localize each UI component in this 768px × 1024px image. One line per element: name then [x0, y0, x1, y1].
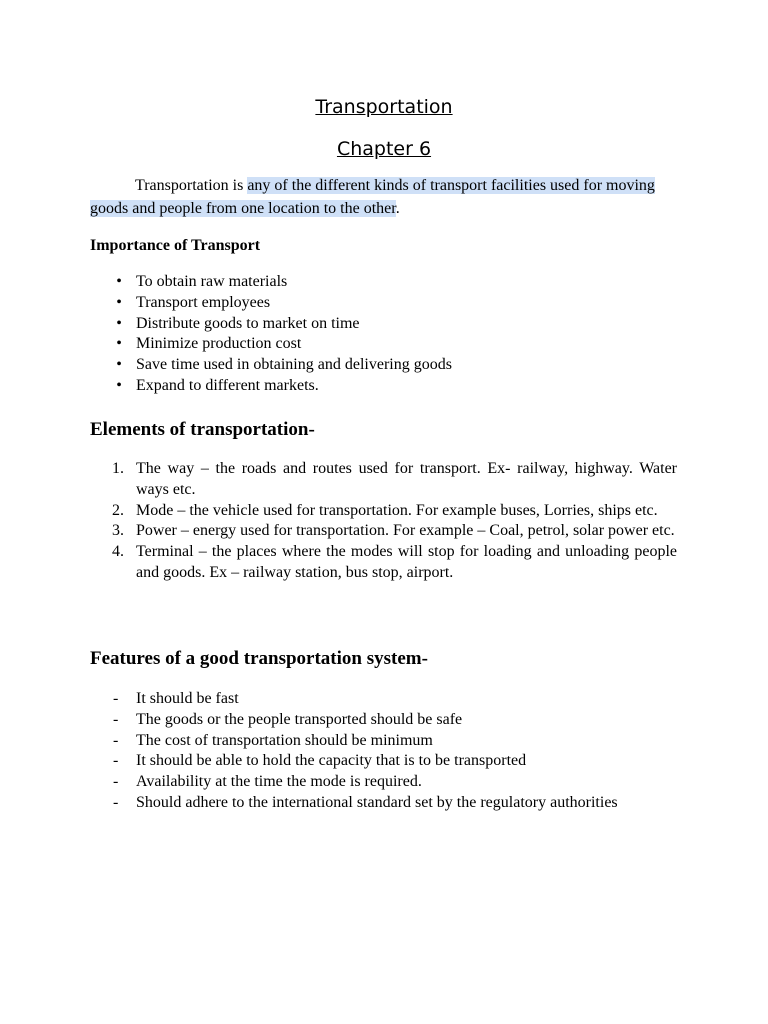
numbered-item-text: Mode – the vehicle used for transportation. For example buses, Lorries, ships etc. [136, 501, 658, 519]
list-item-text: Availability at the time the mode is required. [136, 773, 422, 791]
features-heading: Features of a good transportation system- [90, 648, 428, 669]
intro-tail: . [395, 200, 400, 217]
list-item [90, 710, 690, 731]
bullet-icon: • [116, 314, 122, 332]
item-number: 1. [112, 460, 124, 477]
importance-list [90, 272, 680, 397]
highlighted-text[interactable]: any of the different kinds of transport facilities used for moving goods and people from one location to the other [90, 177, 655, 217]
dash-icon: - [113, 731, 119, 749]
bullet-icon: • [116, 293, 122, 311]
list-item-text: Transport employees [136, 293, 271, 311]
list-item [90, 272, 680, 293]
list-item-text: Distribute goods to market on time [136, 314, 360, 332]
chapter-heading: Chapter 6 [336, 138, 432, 160]
item-number: 2. [112, 501, 124, 519]
numbered-item [90, 521, 677, 542]
intro-lead: Transportation is [135, 177, 248, 194]
numbered-item-text: Power – energy used for transportation. For example – Coal, petrol, solar power etc. [136, 522, 675, 540]
list-item-text: To obtain raw materials [136, 273, 288, 290]
bullet-icon: • [116, 273, 122, 290]
dash-icon: - [113, 793, 119, 811]
list-item [90, 314, 680, 335]
bullet-icon: • [116, 335, 122, 353]
numbered-item-text: The way – the roads and routes used for transport. Ex- railway, highway. Water ways etc. [136, 460, 677, 498]
list-item [90, 772, 690, 793]
list-item [90, 793, 690, 814]
intro-paragraph [90, 174, 677, 220]
dash-icon: - [113, 710, 119, 728]
importance-heading: Importance of Transport [90, 237, 261, 254]
list-item [90, 751, 690, 772]
document-title: Transportation [315, 96, 453, 118]
dash-icon: - [113, 773, 119, 791]
list-item [90, 376, 680, 397]
list-item-text: Expand to different markets. [136, 376, 319, 394]
item-number: 4. [112, 543, 124, 561]
numbered-item [90, 542, 677, 584]
dash-icon: - [113, 690, 119, 707]
list-item [90, 731, 690, 752]
list-item-text: It should be fast [136, 690, 239, 707]
features-list [90, 689, 690, 814]
numbered-item-text: Terminal – the places where the modes will stop for loading and unloading people and goods. Ex – railway station, bus stop, airport. [136, 543, 677, 581]
item-number: 3. [112, 522, 124, 540]
list-item-text: Save time used in obtaining and delivering goods [136, 356, 452, 374]
elements-list [90, 459, 677, 584]
elements-heading: Elements of transportation- [90, 419, 315, 440]
list-item [90, 355, 680, 376]
list-item [90, 334, 680, 355]
bullet-icon: • [116, 376, 122, 394]
list-item-text: The goods or the people transported should be safe [136, 710, 463, 728]
list-item-text: The cost of transportation should be minimum [136, 731, 433, 749]
list-item [90, 293, 680, 314]
list-item-text: Minimize production cost [136, 335, 302, 353]
list-item-text: It should be able to hold the capacity that is to be transported [136, 752, 527, 770]
numbered-item [90, 459, 677, 501]
bullet-icon: • [116, 356, 122, 374]
numbered-item [90, 501, 677, 522]
list-item-text: Should adhere to the international standard set by the regulatory authorities [136, 793, 618, 811]
dash-icon: - [113, 752, 119, 770]
list-item [90, 689, 690, 710]
